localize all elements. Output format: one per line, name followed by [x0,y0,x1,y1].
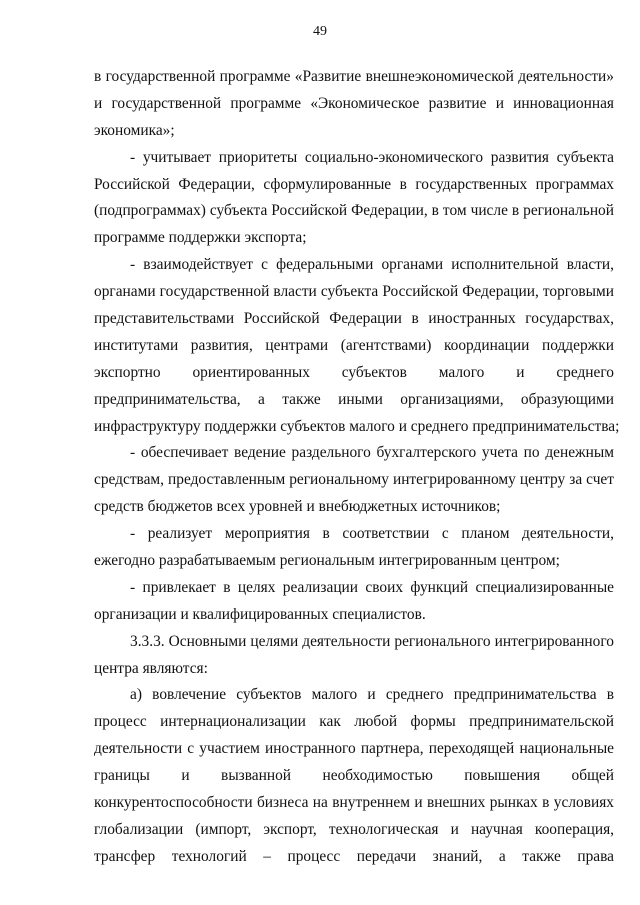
text-line: 3.3.3. Основными целями деятельности регионального интегрированного [130,632,614,650]
text-line: институтами развития, центрами (агентствами) координации поддержки [94,336,614,354]
document-body [94,68,620,875]
text-line: органами государственной власти субъекта Российской Федерации, торговыми [94,283,614,301]
text-line: (подпрограммах) субъекта Российской Федерации, в том числе в региональной [94,202,614,220]
text-line: организации и квалифицированных специалистов. [94,605,426,623]
text-line: ежегодно разрабатываемым региональным интегрированным центром; [94,552,560,570]
text-line: представительствами Российской Федерации в иностранных государствах, [94,310,614,328]
text-line: средствам, предоставленным региональному интегрированному центру за счет [94,471,614,489]
text-line: - реализует мероприятия в соответствии с планом деятельности, [130,525,614,543]
text-line: центра являются: [94,659,208,677]
text-line: средств бюджетов всех уровней и внебюджетных источников; [94,498,501,516]
text-line: глобализации (импорт, экспорт, технологическая и научная кооперация, [94,820,614,838]
page-number: 49 [313,24,327,39]
text-line: предпринимательства, а также иными организациями, образующими [94,390,614,408]
text-line: деятельности с участием иностранного партнера, переходящей национальные [94,740,614,758]
text-line: трансфер технологий – процесс передачи знаний, а также права [94,847,614,865]
text-line: экономика»; [94,121,175,139]
text-line: Российской Федерации, сформулированные в государственных программах [94,175,614,193]
text-line: экспортно ориентированных субъектов малого и среднего [94,363,614,381]
text-line: инфраструктуру поддержки субъектов малого и среднего предпринимательства; [94,417,620,435]
text-line: процесс интернационализации как любой формы предпринимательской [94,713,614,731]
text-line: и государственной программе «Экономическое развитие и инновационная [94,94,614,112]
text-line: программе поддержки экспорта; [94,229,307,247]
text-line: - обеспечивает ведение раздельного бухгалтерского учета по денежным [130,444,614,462]
text-line: - учитывает приоритеты социально-экономического развития субъекта [130,148,614,166]
text-line: а) вовлечение субъектов малого и среднего предпринимательства в [130,686,614,704]
text-line: - взаимодействует с федеральными органами исполнительной власти, [130,256,614,274]
text-line: границы и вызванной необходимостью повышения общей [94,767,614,785]
text-line: - привлекает в целях реализации своих функций специализированные [130,578,614,596]
text-line: конкурентоспособности бизнеса на внутреннем и внешних рынках в условиях [94,794,614,812]
text-line: в государственной программе «Развитие внешнеэкономической деятельности» [94,68,614,85]
